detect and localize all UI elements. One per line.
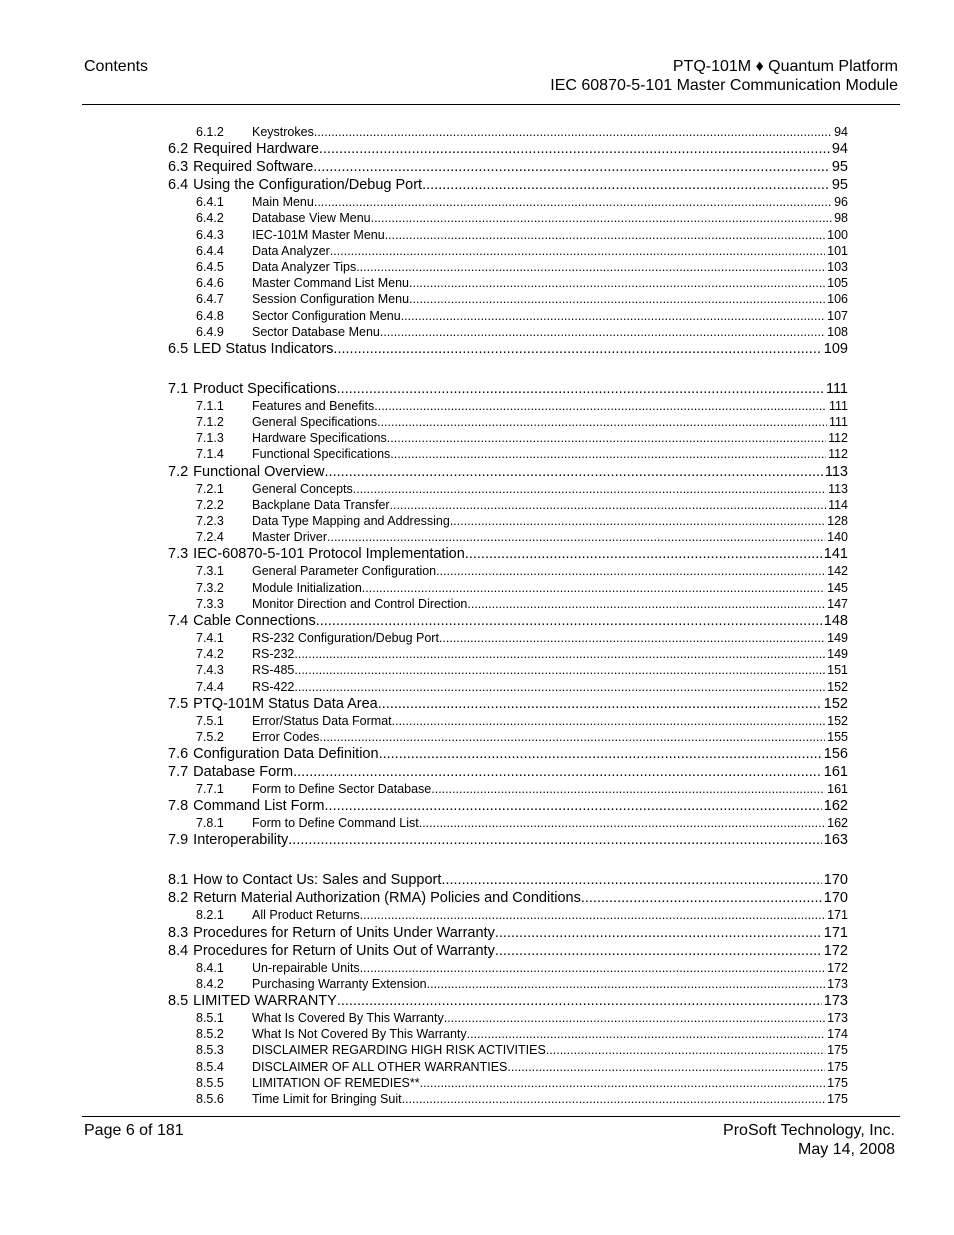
toc-dot-leader [313,158,830,176]
toc-entry-title: Un-repairable Units [252,960,360,975]
toc-entry-page: 94 [831,141,848,158]
toc-entry[interactable] [168,992,848,1010]
toc-entry-title: General Specifications [252,415,378,430]
toc-entry-page: 173 [827,1011,848,1025]
toc-entry-title: DISCLAIMER REGARDING HIGH RISK ACTIVITIES [252,1043,546,1058]
toc-entry[interactable] [168,695,848,713]
toc-entry-number: 7.4 [168,612,189,629]
toc-entry-page: 113 [824,463,848,480]
footer-divider [82,1116,900,1117]
toc-entry-number: 6.4.1 [196,195,224,210]
toc-entry-number: 7.8 [168,798,189,815]
toc-entry-title: Product Specifications [193,380,337,397]
toc-entry-page: 141 [823,546,848,563]
toc-dot-leader [467,1026,825,1042]
table-of-contents [168,124,848,1107]
toc-dot-leader [380,324,825,340]
toc-entry-number: 6.4.7 [196,292,224,307]
toc-entry-number: 6.4 [168,177,189,194]
toc-entry-page: 155 [827,729,848,744]
toc-entry-number: 6.3 [168,159,189,176]
toc-dot-leader [356,259,825,275]
toc-dot-leader [294,646,825,662]
toc-entry-title: What Is Not Covered By This Warranty [252,1027,467,1042]
toc-entry[interactable] [168,976,848,992]
toc-entry-page: 140 [827,530,848,545]
toc-entry-number: 6.4.3 [196,227,224,242]
toc-entry[interactable] [168,308,848,324]
toc-entry[interactable] [168,259,848,275]
toc-entry-title: Data Analyzer [252,243,330,258]
toc-dot-leader [401,308,825,324]
toc-entry-number: 7.8.1 [196,816,224,831]
toc-entry[interactable] [168,960,848,976]
toc-entry-number: 8.4.1 [196,960,224,975]
toc-entry-number: 6.1.2 [196,125,224,139]
toc-dot-leader [495,942,822,960]
toc-entry-title: LIMITATION OF REMEDIES** [252,1075,420,1090]
toc-dot-leader [465,545,822,563]
toc-entry[interactable] [168,781,848,797]
toc-entry-page: 109 [823,340,848,357]
toc-dot-leader [353,481,826,497]
toc-entry-title: Keystrokes [252,125,314,139]
toc-entry[interactable] [168,815,848,831]
toc-dot-leader [581,889,822,907]
toc-entry[interactable] [168,463,848,481]
toc-entry-title: Sector Configuration Menu [252,308,401,323]
toc-dot-leader [402,1091,826,1107]
toc-entry-page: 170 [823,890,848,907]
header-module-name: IEC 60870-5-101 Master Communication Module [550,77,898,94]
toc-entry-number: 7.3.1 [196,564,224,579]
toc-entry-page: 111 [828,398,848,413]
toc-entry-number: 7.4.4 [196,679,224,694]
toc-entry[interactable] [168,1042,848,1058]
toc-entry[interactable] [168,324,848,340]
toc-entry[interactable] [168,227,848,243]
toc-entry[interactable] [168,942,848,960]
toc-entry-number: 6.4.4 [196,243,224,258]
toc-entry-title: Procedures for Return of Units Under Warranty [193,924,495,941]
toc-entry-number: 8.2.1 [196,908,224,923]
header-product-line: PTQ-101M ♦ Quantum Platform [672,58,898,75]
header-document-title [550,57,898,95]
toc-entry[interactable] [168,513,848,529]
toc-dot-leader [378,695,822,713]
toc-entry-title: What Is Covered By This Warranty [252,1011,444,1025]
toc-entry[interactable] [168,446,848,462]
toc-entry-number: 8.3 [168,924,189,941]
toc-entry[interactable] [168,797,848,815]
toc-entry-title: Return Material Authorization (RMA) Policies and Conditions [193,890,581,907]
toc-entry-title: Data Analyzer Tips [252,259,357,274]
toc-entry-number: 7.4.1 [196,630,224,645]
toc-entry-number: 7.2 [168,463,189,480]
toc-entry-page: 151 [827,663,848,678]
toc-entry-page: 111 [825,380,848,397]
toc-entry-number: 7.4.3 [196,663,224,678]
toc-dot-leader [450,513,825,529]
toc-entry[interactable] [168,124,848,140]
toc-entry-title: Form to Define Command List [252,816,419,831]
toc-dot-leader [392,713,826,729]
toc-dot-leader [371,210,833,226]
toc-dot-leader [507,1059,825,1075]
header-divider [82,104,900,105]
toc-dot-leader [441,871,821,889]
toc-entry-number: 7.2.2 [196,497,224,512]
toc-entry[interactable] [168,563,848,579]
toc-dot-leader [325,797,822,815]
toc-entry-page: 114 [828,497,848,512]
toc-entry-page: 152 [827,679,848,694]
toc-entry-title: Functional Specifications [252,447,391,462]
toc-dot-leader [374,398,827,414]
toc-entry-page: 156 [823,746,848,763]
toc-entry[interactable] [168,763,848,781]
toc-entry-title: Database Form [193,764,294,781]
toc-entry-title: Sector Database Menu [252,324,380,339]
toc-entry-title: Form to Define Sector Database [252,782,432,797]
toc-entry[interactable] [168,545,848,563]
toc-dot-leader [439,630,825,646]
toc-dot-leader [362,580,825,596]
toc-dot-leader [330,243,825,259]
toc-entry[interactable] [168,662,848,678]
toc-entry-page: 152 [827,713,848,728]
footer-publisher [723,1121,895,1159]
toc-entry-page: 172 [823,942,848,959]
toc-entry-page: 128 [827,514,848,528]
toc-entry-page: 95 [831,177,848,194]
toc-entry-title: How to Contact Us: Sales and Support [193,872,442,889]
toc-entry-number: 8.4 [168,942,189,959]
toc-entry-title: IEC-60870-5-101 Protocol Implementation [193,546,465,563]
toc-entry[interactable] [168,596,848,612]
toc-entry-page: 111 [828,415,848,430]
toc-entry-title: Configuration Data Definition [193,746,379,763]
toc-entry-number: 8.5.2 [196,1027,224,1042]
toc-dot-leader [314,124,832,140]
toc-entry-page: 101 [827,243,848,258]
toc-entry-page: 106 [827,292,848,307]
toc-entry-title: RS-485 [252,663,295,678]
toc-entry-page: 108 [827,324,848,339]
toc-entry-page: 94 [834,125,848,139]
toc-entry[interactable] [168,889,848,907]
toc-dot-leader [431,781,825,797]
toc-entry[interactable] [168,194,848,210]
toc-dot-leader [385,227,825,243]
toc-dot-leader [316,612,822,630]
toc-entry-title: Time Limit for Bringing Suit [252,1091,402,1106]
toc-entry[interactable] [168,871,848,889]
toc-entry[interactable] [168,430,848,446]
toc-entry[interactable] [168,831,848,849]
toc-dot-leader [390,446,826,462]
toc-dot-leader [337,992,822,1010]
toc-entry[interactable] [168,630,848,646]
toc-entry-title: PTQ-101M Status Data Area [193,695,378,712]
toc-entry-page: 112 [828,431,848,446]
toc-entry-title: Procedures for Return of Units Out of Warranty [193,942,495,959]
toc-entry-number: 8.4.2 [196,976,224,991]
toc-entry[interactable] [168,1026,848,1042]
toc-dot-leader [387,430,826,446]
toc-entry-title: Monitor Direction and Control Direction [252,596,468,611]
toc-entry[interactable] [168,580,848,596]
toc-entry[interactable] [168,729,848,745]
toc-entry-number: 8.1 [168,872,189,889]
toc-entry-title: Backplane Data Transfer [252,497,390,512]
toc-entry-title: Using the Configuration/Debug Port [193,177,423,194]
toc-entry-title: Master Command List Menu [252,276,410,291]
toc-entry-title: Main Menu [252,195,314,210]
toc-entry-page: 105 [827,276,848,291]
toc-dot-leader [314,194,832,210]
toc-entry-number: 7.6 [168,746,189,763]
toc-entry-title: Data Type Mapping and Addressing [252,514,450,528]
toc-entry-page: 96 [834,195,848,210]
toc-entry-title: Required Hardware [193,141,319,158]
toc-entry-page: 163 [823,832,848,849]
toc-dot-leader [294,662,825,678]
toc-entry[interactable] [168,1010,848,1026]
toc-entry[interactable] [168,646,848,662]
toc-dot-leader [495,924,822,942]
toc-entry[interactable] [168,1075,848,1091]
toc-entry[interactable] [168,291,848,307]
toc-entry[interactable] [168,612,848,630]
toc-entry[interactable] [168,340,848,358]
toc-dot-leader [409,291,825,307]
toc-entry-title: Session Configuration Menu [252,292,410,307]
toc-dot-leader [420,1075,826,1091]
toc-entry-number: 7.3.3 [196,596,224,611]
toc-entry-page: 152 [823,695,848,712]
toc-entry[interactable] [168,529,848,545]
toc-entry-title: Module Initialization [252,580,362,595]
toc-entry-page: 174 [827,1027,848,1042]
toc-entry-title: Functional Overview [193,463,325,480]
toc-entry-number: 7.1.4 [196,447,224,462]
toc-entry-page: 113 [828,481,848,496]
toc-entry-page: 112 [828,447,848,462]
toc-entry-number: 7.1.1 [196,398,224,413]
toc-entry[interactable] [168,1091,848,1107]
toc-entry-page: 142 [827,564,848,579]
toc-entry-number: 6.4.9 [196,324,224,339]
toc-entry-number: 8.5.3 [196,1043,224,1058]
toc-entry-number: 7.1.3 [196,431,224,446]
toc-entry-number: 7.7 [168,764,189,781]
toc-entry-title: Database View Menu [252,211,371,226]
toc-entry-title: RS-232 Configuration/Debug Port [252,630,439,645]
toc-entry-title: Purchasing Warranty Extension [252,976,427,991]
toc-entry-title: General Concepts [252,481,353,496]
toc-dot-leader [288,831,822,849]
toc-entry-number: 7.2.1 [196,481,224,496]
toc-entry[interactable] [168,414,848,430]
toc-entry-title: IEC-101M Master Menu [252,227,385,242]
toc-entry[interactable] [168,210,848,226]
toc-entry-title: LIMITED WARRANTY [193,993,337,1009]
toc-entry-number: 7.7.1 [196,782,224,797]
toc-entry[interactable] [168,497,848,513]
toc-entry-number: 6.5 [168,340,189,357]
toc-entry-number: 7.3 [168,546,189,563]
toc-entry[interactable] [168,907,848,923]
toc-entry-page: 95 [831,159,848,176]
toc-dot-leader [409,275,825,291]
toc-entry[interactable] [168,243,848,259]
toc-dot-leader [467,596,825,612]
toc-dot-leader [293,763,822,781]
toc-dot-leader [427,976,826,992]
toc-entry-page: 161 [827,782,848,797]
toc-dot-leader [319,140,830,158]
toc-entry-page: 148 [823,612,848,629]
toc-entry[interactable] [168,745,848,763]
toc-entry-title: LED Status Indicators [193,340,334,357]
toc-entry-page: 175 [827,1043,848,1058]
toc-dot-leader [319,729,825,745]
toc-entry-number: 6.4.2 [196,211,224,226]
toc-entry-number: 7.2.4 [196,530,224,545]
toc-dot-leader [377,414,827,430]
toc-dot-leader [419,815,825,831]
toc-entry-number: 7.9 [168,832,189,849]
toc-entry-title: Hardware Specifications [252,431,387,446]
toc-entry-page: 103 [827,259,848,274]
toc-entry-number: 8.5 [168,993,189,1009]
toc-entry-title: DISCLAIMER OF ALL OTHER WARRANTIES [252,1059,508,1074]
header-section-title: Contents [84,58,149,75]
toc-entry-number: 7.3.2 [196,580,224,595]
toc-entry-page: 149 [827,647,848,662]
toc-entry-title: All Product Returns [252,908,360,923]
toc-entry-page: 162 [827,816,848,831]
toc-entry-number: 7.2.3 [196,514,224,528]
toc-entry-title: Interoperability [193,832,289,849]
toc-entry-title: General Parameter Configuration [252,564,437,579]
toc-entry-title: Error/Status Data Format [252,713,392,728]
toc-entry-page: 100 [827,227,848,242]
toc-entry-title: RS-422 [252,679,295,694]
toc-entry-number: 7.4.2 [196,647,224,662]
toc-entry[interactable] [168,275,848,291]
toc-dot-leader [422,176,830,194]
toc-entry-title: Features and Benefits [252,398,375,413]
toc-entry-title: Required Software [193,159,314,176]
toc-entry-number: 6.4.8 [196,308,224,323]
toc-entry-page: 172 [827,960,848,975]
toc-entry-number: 6.4.5 [196,259,224,274]
toc-entry-title: RS-232 [252,647,295,662]
toc-entry-number: 7.5 [168,695,189,712]
toc-dot-leader [436,563,825,579]
toc-dot-leader [444,1010,825,1026]
toc-entry-number: 8.5.6 [196,1091,224,1106]
toc-entry-number: 8.2 [168,890,189,907]
toc-entry-title: Master Driver [252,530,328,545]
toc-entry-page: 145 [827,580,848,595]
footer-company: ProSoft Technology, Inc. [723,1122,895,1139]
toc-dot-leader [337,380,824,398]
toc-entry-title: Command List Form [193,798,325,815]
toc-entry-page: 161 [823,764,848,781]
toc-dot-leader [546,1042,825,1058]
toc-dot-leader [379,745,822,763]
toc-entry-page: 175 [827,1091,848,1106]
toc-entry-page: 170 [823,872,848,889]
toc-dot-leader [333,340,821,358]
toc-entry-page: 175 [827,1075,848,1090]
toc-entry-number: 8.5.5 [196,1075,224,1090]
toc-dot-leader [360,907,825,923]
footer-date: May 14, 2008 [798,1141,895,1158]
toc-entry[interactable] [168,481,848,497]
toc-dot-leader [325,463,823,481]
toc-entry-page: 175 [827,1059,848,1074]
toc-entry-number: 7.5.2 [196,729,224,744]
toc-entry-number: 7.1.2 [196,415,224,430]
toc-entry[interactable] [168,158,848,176]
toc-entry[interactable] [168,176,848,194]
toc-entry-page: 173 [827,976,848,991]
toc-entry[interactable] [168,679,848,695]
toc-entry-page: 173 [823,993,848,1009]
toc-entry[interactable] [168,140,848,158]
toc-entry-page: 107 [827,308,848,323]
toc-dot-leader [294,679,825,695]
footer-page-number: Page 6 of 181 [84,1122,184,1139]
toc-entry-number: 8.5.1 [196,1011,224,1025]
toc-entry-number: 6.4.6 [196,276,224,291]
toc-dot-leader [327,529,825,545]
toc-entry[interactable] [168,398,848,414]
toc-entry-number: 6.2 [168,141,189,158]
toc-entry-page: 98 [834,211,848,226]
toc-entry-page: 149 [827,630,848,645]
toc-entry[interactable] [168,924,848,942]
toc-entry[interactable] [168,380,848,398]
toc-dot-leader [360,960,825,976]
toc-entry[interactable] [168,1059,848,1075]
toc-entry-page: 171 [823,924,848,941]
toc-entry-title: Cable Connections [193,612,316,629]
toc-entry-number: 7.1 [168,380,189,397]
toc-entry-number: 8.5.4 [196,1059,224,1074]
toc-entry-number: 7.5.1 [196,713,224,728]
toc-entry-title: Error Codes [252,729,320,744]
toc-entry-page: 171 [827,908,848,923]
toc-entry[interactable] [168,713,848,729]
toc-dot-leader [390,497,826,513]
toc-entry-page: 147 [827,596,848,611]
toc-entry-page: 162 [823,798,848,815]
